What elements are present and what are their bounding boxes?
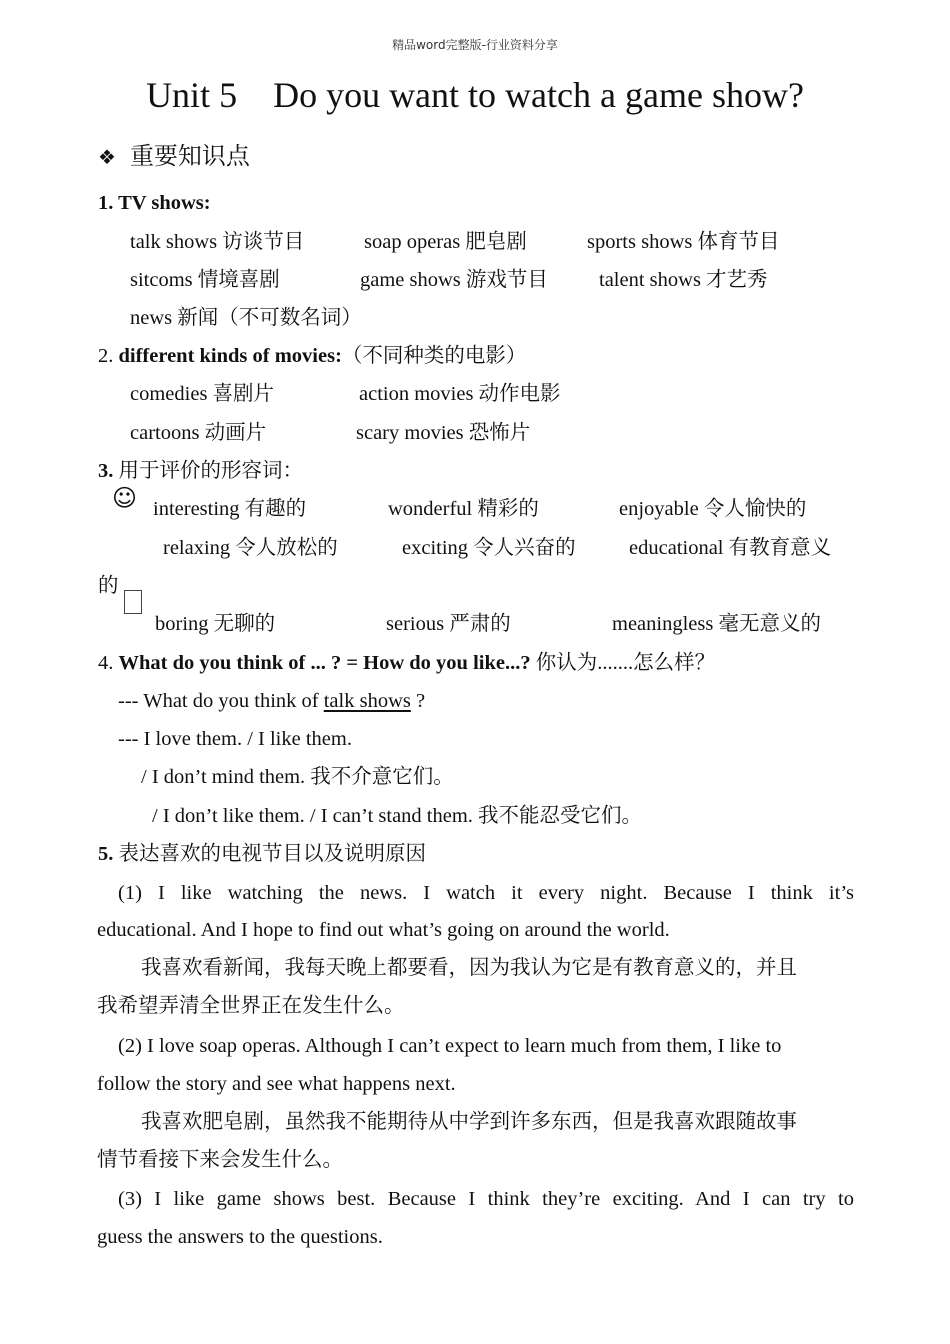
opinion-heading-text: What do you think of ... ? = How do you like...? <box>118 652 531 674</box>
question-text: --- What do you think of <box>118 690 324 712</box>
example-2-line-1: (2) I love soap operas. Although I can’t expect to learn much from them, I like to <box>118 1035 782 1057</box>
opinion-heading <box>98 650 715 676</box>
example-2-line-2: follow the story and see what happens next. <box>97 1073 456 1095</box>
vocab-item: cartoons 动画片 <box>130 422 267 444</box>
vocab-item: action movies 动作电影 <box>359 383 561 405</box>
dialogue-answer: / I don’t like them. / I can’t stand them. 我不能忍受它们。 <box>152 805 643 827</box>
underlined-answer: talk shows <box>323 690 411 712</box>
vocab-item: news 新闻（不可数名词） <box>130 307 362 329</box>
reasons-heading-text: 表达喜欢的电视节目以及说明原因 <box>113 843 426 865</box>
example-2-translation-1: 我喜欢肥皂剧，虽然我不能期待从中学到许多东西，但是我喜欢跟随故事 <box>141 1111 797 1133</box>
vocab-item: game shows 游戏节目 <box>360 269 548 291</box>
section-number: 3. <box>98 460 114 482</box>
example-3-line-1: (3) I like game shows best. Because I think they’re exciting. And I can try to <box>118 1188 854 1210</box>
adjective-item: relaxing 令人放松的 <box>163 537 338 559</box>
dialogue-answer: --- I love them. / I like them. <box>118 728 352 750</box>
adjective-item: serious 严肃的 <box>386 613 511 635</box>
adjective-item-tail: 的 <box>98 575 119 597</box>
example-3-line-2: guess the answers to the questions. <box>97 1226 383 1248</box>
section-number: 5. <box>98 843 114 865</box>
adjective-item: exciting 令人兴奋的 <box>402 537 576 559</box>
reasons-heading <box>98 841 426 867</box>
vocab-item: soap operas 肥皂剧 <box>364 231 527 253</box>
question-end: ? <box>410 690 426 712</box>
example-2-translation-2: 情节看接下来会发生什么。 <box>97 1149 343 1171</box>
adjective-item: wonderful 精彩的 <box>388 498 539 520</box>
example-1-translation-2: 我希望弄清全世界正在发生什么。 <box>97 995 405 1017</box>
movies-heading-text: different kinds of movies: <box>118 345 342 367</box>
vocab-item: comedies 喜剧片 <box>130 383 275 405</box>
adjective-item: meaningless 毫无意义的 <box>612 613 821 635</box>
vocab-item: scary movies 恐怖片 <box>356 422 531 444</box>
vocab-item: talent shows 才艺秀 <box>599 269 768 291</box>
adjective-item: interesting 有趣的 <box>153 498 307 520</box>
dialogue-question <box>118 688 425 714</box>
adjective-item: enjoyable 令人愉快的 <box>619 498 807 520</box>
section-heading <box>98 136 250 171</box>
vocab-item: sports shows 体育节目 <box>587 231 780 253</box>
dialogue-answer: / I don’t mind them. 我不介意它们。 <box>141 766 454 788</box>
movies-heading <box>98 343 526 369</box>
empty-box-icon <box>124 590 142 614</box>
adjectives-heading-text: 用于评价的形容词： <box>113 460 303 482</box>
example-1-translation-1: 我喜欢看新闻，我每天晚上都要看，因为我认为它是有教育意义的，并且 <box>141 957 797 979</box>
opinion-heading-note: 你认为.......怎么样？ <box>530 652 716 674</box>
smiley-face-icon: ☺ <box>112 484 138 512</box>
page-header: 精品word完整版-行业资料分享 <box>392 38 558 52</box>
example-1-line-1: (1) I like watching the news. I watch it every night. Because I think it’s <box>118 882 854 904</box>
example-1-line-2: educational. And I hope to find out what’s going on around the world. <box>97 919 670 941</box>
section-label: 重要知识点 <box>129 142 250 170</box>
movies-heading-note: （不同种类的电影） <box>341 345 527 367</box>
diamond-bullet-icon: ❖ <box>98 145 116 169</box>
tv-shows-heading: 1. TV shows: <box>98 192 211 214</box>
vocab-item: sitcoms 情境喜剧 <box>130 269 280 291</box>
adjective-item: educational 有教育意义 <box>629 537 832 559</box>
vocab-item: talk shows 访谈节目 <box>130 231 305 253</box>
page-title: Unit 5 Do you want to watch a game show? <box>146 75 804 115</box>
adjective-item: boring 无聊的 <box>155 613 276 635</box>
section-number: 4. <box>98 652 119 674</box>
section-number: 2. <box>98 345 119 367</box>
adjectives-heading <box>98 458 303 484</box>
